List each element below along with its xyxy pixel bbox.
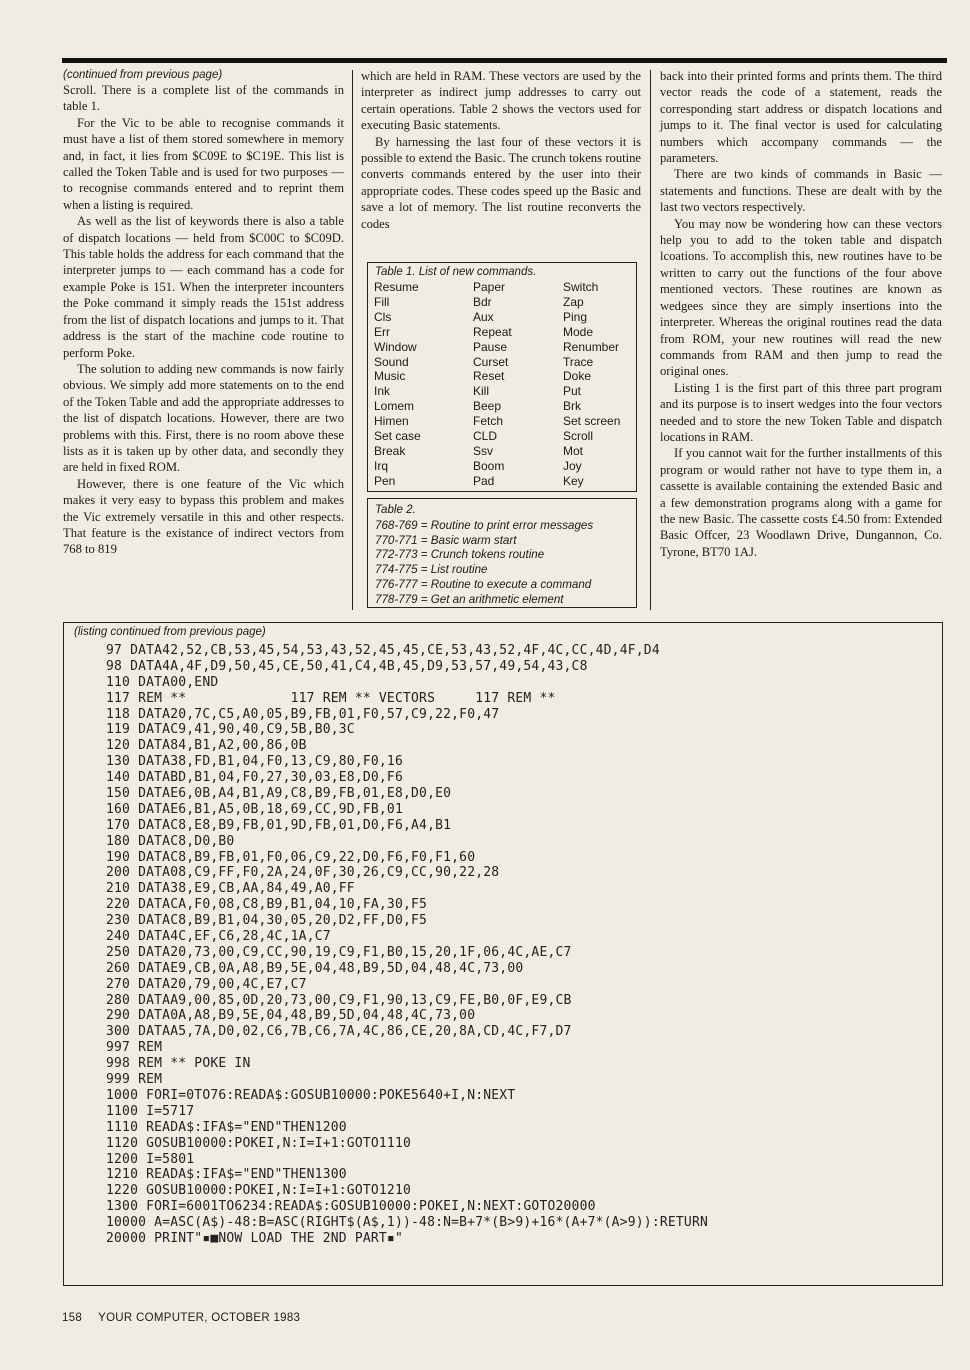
code-line: 280 DATAA9,00,85,0D,20,73,00,C9,F1,90,13,C9,FE,B0,0F,E9,CB (106, 992, 572, 1008)
code-line: 117 REM ** 117 REM ** VECTORS 117 REM ** (106, 690, 556, 706)
table-1-row (374, 369, 620, 384)
table-1-row (374, 399, 620, 414)
paragraph: Scroll. There is a complete list of the commands in table 1. (63, 83, 344, 114)
table-1-cell: Pause (473, 339, 508, 354)
table-1-row (374, 444, 620, 459)
table-2-line: 778-779 = Get an arithmetic element (375, 592, 564, 606)
code-line: 220 DATACA,F0,08,C8,B9,B1,04,10,FA,30,F5 (106, 897, 428, 913)
table-1-caption: Table 1. List of new commands. (375, 266, 537, 278)
table-1-cell: Joy (563, 458, 582, 473)
code-line: 1120 GOSUB10000:POKEI,N:I=I+1:GOTO1110 (106, 1135, 412, 1151)
code-line: 118 DATA20,7C,C5,A0,05,B9,FB,01,F0,57,C9,22,F0,47 (106, 706, 500, 722)
code-line: 1100 I=5717 (106, 1103, 195, 1119)
table-1-cell: Sound (374, 354, 409, 369)
table-1-row (374, 325, 620, 340)
article-column-1 (63, 68, 344, 558)
table-1-cell: Reset (473, 369, 505, 384)
code-line: 10000 A=ASC(A$)-48:B=ASC(RIGHT$(A$,1))-48:N=B+7*(B>9)+16*(A+7*(A>9)):RETURN (106, 1215, 708, 1231)
table-1-cell: CLD (473, 429, 498, 444)
code-line: 300 DATAA5,7A,D0,02,C6,7B,C6,7A,4C,86,CE,20,8A,CD,4C,F7,D7 (106, 1024, 572, 1040)
table-1-cell: Ping (563, 309, 588, 324)
table-1-cell: Ink (374, 384, 391, 399)
table-1-cell: Mot (563, 443, 584, 458)
paragraph: As well as the list of keywords there is also a table of dispatch locations — held from $C00C to $C09D. This table holds the address for each command that the interpreter jumps to — each command has a code for example Poke is 151. When the interpreter incounters the Poke command it simply reads the 151st address from the list of dispatch locations and jumps to it. That address is the start of the machine code routine to perform Poke. (63, 214, 344, 360)
table-1-cell: Boom (473, 458, 505, 473)
code-line: 160 DATAE6,B1,A5,0B,18,69,CC,9D,FB,01 (106, 801, 403, 817)
paragraph: which are held in RAM. These vectors are used by the interpreter as indirect jump addresses to carry out certain operations. Table 2 shows the vectors used for executing Basic statements. (361, 69, 641, 133)
table-1-cell: Repeat (473, 324, 512, 339)
table-1-cell: Paper (473, 280, 506, 294)
code-line: 130 DATA38,FD,B1,04,F0,13,C9,80,F0,16 (106, 754, 403, 770)
paragraph: The solution to adding new commands is now fairly obvious. We simply add more statements on to the end of the Token Table and add the appropriate addresses to the list of dispatch locations. However, there are two problems with this. First, there is no room above these lists as it is taken up by other data, and secondly they are held in fixed ROM. (63, 361, 344, 475)
table-1-cell: Kill (473, 384, 490, 399)
table-1-row (374, 384, 620, 399)
table-1-cell: Brk (563, 399, 581, 414)
article-column-2 (361, 68, 641, 232)
table-1-cell: Fill (374, 294, 390, 309)
code-line: 110 DATA00,END (106, 674, 219, 690)
paragraph: Listing 1 is the first part of this three part program and its purpose is to insert wedges into the four vectors needed and to store the new Token Table and dispatch locations in RAM. (660, 380, 942, 444)
code-line: 1210 READA$:IFA$="END"THEN1300 (106, 1167, 347, 1183)
code-line: 999 REM (106, 1072, 163, 1088)
code-line: 20000 PRINT"▪■NOW LOAD THE 2ND PART▪" (106, 1230, 403, 1246)
table-1 (374, 280, 620, 489)
program-listing-box (63, 622, 943, 1286)
code-line: 210 DATA38,E9,CB,AA,84,49,A0,FF (106, 881, 355, 897)
program-listing (106, 643, 708, 1247)
code-line: 270 DATA20,79,00,4C,E7,C7 (106, 976, 307, 992)
code-line: 97 DATA42,52,CB,53,45,54,53,43,52,45,45,CE,53,43,52,4F,4C,CC,4D,4F,D4 (106, 643, 660, 658)
table-1-cell: Key (563, 473, 584, 488)
table-1-cell: Trace (563, 354, 594, 369)
code-line: 1200 I=5801 (106, 1151, 195, 1167)
table-2-caption: Table 2. (375, 503, 416, 516)
listing-caption: (listing continued from previous page) (74, 626, 266, 638)
code-line: 998 REM ** POKE IN (106, 1056, 251, 1072)
table-1-row (374, 340, 620, 355)
paragraph: You may now be wondering how can these vectors help you to add to the token table and dispatch lcoations. To accomplish this, new routines have to be written to carry out the functions of the four above mentioned vectors. These routines are known as wedgees since they are simply insertions into the interpreter. Whereas the original routines read the data from ROM, your new routines will read the new commands from RAM and then jump to read the original ones. (660, 216, 942, 379)
table-1-row (374, 474, 620, 489)
table-1-cell: Pad (473, 473, 495, 488)
code-line: 98 DATA4A,4F,D9,50,45,CE,50,41,C4,4B,45,D9,53,57,49,54,43,C8 (106, 658, 588, 674)
code-line: 1110 READA$:IFA$="END"THEN1200 (106, 1119, 347, 1135)
table-2-line: 772-773 = Crunch tokens routine (375, 548, 545, 562)
table-1-row (374, 414, 620, 429)
table-1-cell: Irq (374, 458, 389, 473)
table-1-cell: Err (374, 324, 390, 339)
code-line: 190 DATAC8,B9,FB,01,F0,06,C9,22,D0,F6,F0,F1,60 (106, 849, 476, 865)
page-number: 158 (62, 1312, 83, 1324)
table-1-cell: Zap (563, 294, 584, 309)
table-1-cell: Music (374, 369, 406, 384)
paragraph: If you cannot wait for the further installments of this program or would rather not have to type them in, a cassette is available containing the extended Basic and a few demonstration programs along with a game for the new Basic. The cassette costs £4.50 from: Extended Basic Offcer, 23 Woodlawn Drive, Dungannon, Co. Tyrone, BT70 1AJ. (660, 446, 942, 559)
table-1-cell: Ssv (473, 443, 494, 458)
code-line: 260 DATAE9,CB,0A,A8,B9,5E,04,48,B9,5D,04,48,4C,73,00 (106, 960, 524, 976)
code-line: 140 DATABD,B1,04,F0,27,30,03,E8,D0,F6 (106, 770, 403, 786)
code-line: 290 DATA0A,A8,B9,5E,04,48,B9,5D,04,48,4C,73,00 (106, 1008, 476, 1024)
table-1-cell: Curset (473, 354, 509, 369)
column-divider (352, 70, 353, 610)
table-1-box (367, 262, 637, 492)
table-1-cell: Scroll (563, 429, 594, 444)
code-line: 997 REM (106, 1040, 163, 1056)
table-2-line: 770-771 = Basic warm start (375, 533, 517, 547)
code-line: 150 DATAE6,0B,A4,B1,A9,C8,B9,FB,01,E8,D0,E0 (106, 786, 452, 802)
paragraph: However, there is one feature of the Vic which makes it very easy to bypass this problem and makes the Vic extremely versatile in this and other respects. That feature is the existance of indirect vectors from 768 to 819 (63, 476, 344, 557)
table-1-row (374, 355, 620, 370)
table-1-cell: Pen (374, 473, 396, 488)
table-2-line: 774-775 = List routine (375, 563, 488, 577)
table-1-cell: Set screen (563, 414, 621, 429)
table-1-row (374, 429, 620, 444)
table-1-cell: Renumber (563, 339, 620, 354)
top-rule (62, 58, 947, 63)
table-1-row (374, 280, 620, 295)
table-2-line: 768-769 = Routine to print error messages (375, 518, 594, 532)
paragraph: For the Vic to be able to recognise commands it must have a list of them stored somewhere in memory and, in fact, it lies from $C09E to $C19E. This list is called the Token Table and is used for two purposes — to recognise commands entered and to reprint them when a listing is required. (63, 115, 344, 212)
paragraph: By harnessing the last four of these vectors it is possible to extend the Basic. The crunch tokens routine converts commands entered by the user into their appropriate codes. These codes speed up the Basic and save a lot of memory. The list routine reconverts the codes (361, 134, 641, 231)
page-footer (62, 1312, 316, 1324)
code-line: 119 DATAC9,41,90,40,C9,5B,B0,3C (106, 722, 355, 738)
table-1-cell: Switch (563, 280, 599, 294)
table-1-row (374, 295, 620, 310)
continued-note: (continued from previous page) (63, 69, 223, 81)
table-1-cell: Doke (563, 369, 592, 384)
table-1-cell: Himen (374, 414, 409, 429)
table-1-cell: Aux (473, 309, 494, 324)
code-line: 170 DATAC8,E8,B9,FB,01,9D,FB,01,D0,F6,A4,B1 (106, 817, 452, 833)
column-divider (650, 70, 651, 610)
table-2-box (367, 498, 637, 608)
table-1-cell: Mode (563, 324, 594, 339)
table-1-cell: Window (374, 339, 417, 354)
table-2-line: 776-777 = Routine to execute a command (375, 577, 592, 591)
code-line: 120 DATA84,B1,A2,00,86,0B (106, 738, 307, 754)
table-1-cell: Bdr (473, 294, 492, 309)
table-1-cell: Beep (473, 399, 502, 414)
table-1-row (374, 310, 620, 325)
code-line: 230 DATAC8,B9,B1,04,30,05,20,D2,FF,D0,F5 (106, 913, 428, 929)
table-1-cell: Resume (374, 280, 419, 294)
article-column-3 (660, 68, 942, 560)
code-line: 1000 FORI=0TO76:READA$:GOSUB10000:POKE5640+I,N:NEXT (106, 1087, 516, 1103)
code-line: 1220 GOSUB10000:POKEI,N:I=I+1:GOTO1210 (106, 1183, 412, 1199)
magazine-issue: YOUR COMPUTER, OCTOBER 1983 (98, 1312, 301, 1324)
code-line: 1300 FORI=6001TO6234:READA$:GOSUB10000:POKEI,N:NEXT:GOTO20000 (106, 1199, 596, 1215)
paragraph: There are two kinds of commands in Basic — statements and functions. These are dealt with by the last two vectors respectively. (660, 167, 942, 215)
code-line: 250 DATA20,73,00,C9,CC,90,19,C9,F1,B0,15,20,1F,06,4C,AE,C7 (106, 944, 572, 960)
table-1-cell: Cls (374, 309, 392, 324)
paragraph: back into their printed forms and prints them. The third vector reads the code of a statement, reads the corresponding start address or dispatch locations and jumps to it. The final vector is used for calculating numbers which accompany commands — the parameters. (660, 69, 942, 166)
table-1-cell: Fetch (473, 414, 504, 429)
table-1-cell: Break (374, 443, 406, 458)
code-line: 180 DATAC8,D0,B0 (106, 833, 235, 849)
code-line: 200 DATA08,C9,FF,F0,2A,24,0F,30,26,C9,CC,90,22,28 (106, 865, 500, 881)
table-1-row (374, 459, 620, 474)
table-1-cell: Lomem (374, 399, 415, 414)
code-line: 240 DATA4C,EF,C6,28,4C,1A,C7 (106, 929, 331, 945)
table-1-cell: Put (563, 384, 582, 399)
table-1-cell: Set case (374, 429, 421, 444)
